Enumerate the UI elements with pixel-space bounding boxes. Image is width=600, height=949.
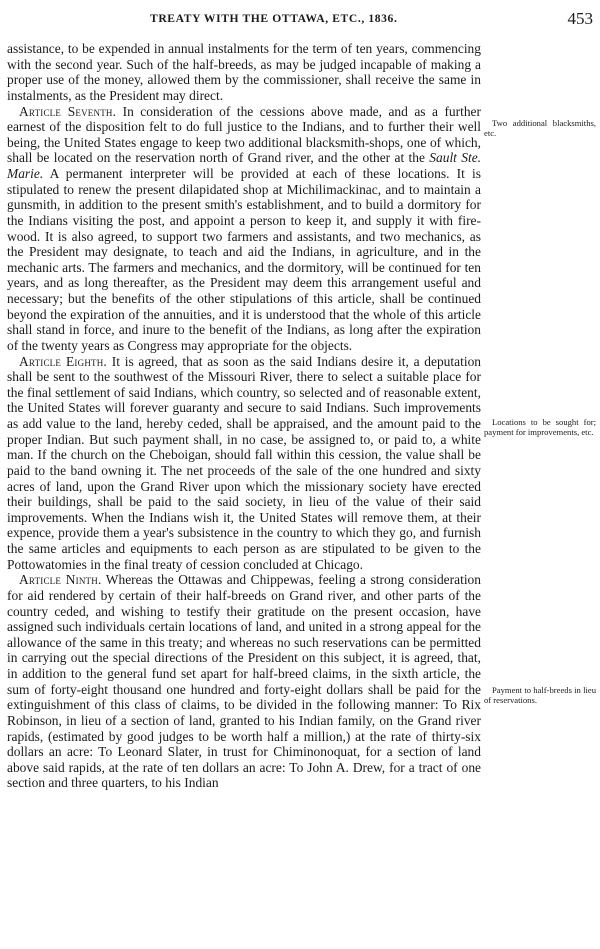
article-eighth-text: It is agreed, that as soon as the said Indians desire it, a deputation shall be sent to the southwest of the Missouri River, there to select a suitable place for the final settlement of said Indians, which country, so selected and of reasonable extent, the United States will forever guaranty and secure to said Indians. Such improvements as add value to the land, hereby ceded, shall be appraised, and the amount paid to the proper Indian. But such payment shall, in no case, be assigned to, or paid to, a white man. If the church on the Cheboigan, should fall within this cession, the value shall be paid to the band owning it. The net proceeds of the sale of the one hundred and sixty acres of land, upon the Grand River upon which the missionary society have erected their buildings, shall be paid to the said society, in lieu of the value of their said improvements. When the Indians wish it, the United States will remove them, at their expence, provide them a year's subsistence in the country to which they go, and furnish the same articles and equipments to each person as are stipulated to be given to the Pottowatomies in the final treaty of cession concluded at Chicago. (7, 353, 482, 572)
margin-note-half-breeds: Payment to half-breeds in lieu of reservations. (484, 685, 596, 705)
article-ninth-paragraph (7, 572, 481, 791)
article-eighth-heading: Article Eighth. (19, 353, 107, 369)
article-ninth-heading: Article Ninth. (19, 572, 102, 588)
intro-paragraph: assistance, to be expended in annual instalments for the term of ten years, commencing with the second year. Such of the half-breeds, as may be judged incapable of making a proper use of the money, allowed them by the commissioner, shall receive the same in instalments, as the President may direct. (7, 41, 481, 103)
article-seventh-text-part2: A permanent interpreter will be provided at each of these locations. It is stipulated to renew the present dilapidated shop at Michilimackinac, and to maintain a gunsmith, in addition to the present smith's establishment, and to build a dormitory for the Indians visiting the post, and appoint a person to keep it, and supply it with fire-wood. It is also agreed, to support two farmers and assistants, and two mechanics, as the President may designate, to teach and aid the Indians, in agriculture, and in the mechanic arts. The farmers and mechanics, and the dormitory, will be continued for ten years, and as long thereafter, as the President may deem this arrangement useful and necessary; but the benefits of the other stipulations of this article, shall be continued beyond the expiration of the annuities, and it is understood that the whole of this article shall stand in force, and inure to the benefit of the Indians, as long after the expiration of the twenty years as Congress may appropriate for the objects. (7, 166, 481, 353)
margin-note-blacksmiths: Two additional blacksmiths, etc. (484, 118, 596, 138)
running-head: TREATY WITH THE OTTAWA, ETC., 1836. (150, 12, 398, 25)
margin-note-locations: Locations to be sought for; payment for improvements, etc. (484, 417, 596, 437)
treaty-body-text (7, 41, 481, 791)
article-ninth-text: Whereas the Ottawas and Chippewas, feeling a strong consideration for aid rendered by certain of their half-breeds on Grand river, and other parts of the country ceded, and wishing to testify their gratitude on the present occasion, have assigned such individuals certain locations of land, and united in a strong appeal for the allowance of the same in this treaty; and whereas no such reservations can be permitted in carrying out the special directions of the President on this subject, it is agreed, that, in addition to the general fund set apart for half-breed claims, in the sixth article, the sum of forty-eight thousand one hundred and forty-eight dollars shall be paid for the extinguishment of this class of claims, to be divided in the following manner: To Rix Robinson, in lieu of a section of land, granted to his Indian family, on the Grand river rapids, (estimated by good judges to be worth half a million,) at the rate of thirty-six dollars an acre: To Leonard Slater, in trust for Chiminonoquat, for a section of land above said rapids, at the rate of ten dollars an acre: To John A. Drew, for a tract of one section and three quarters, to his Indian (7, 572, 481, 791)
article-seventh-heading: Article Seventh. (19, 103, 117, 119)
article-seventh-text-part1: In consideration of the cessions above made, and as a further earnest of the disposition felt to do full justice to the Indians, and to further their well being, the United States engage to keep two additional blacksmith-shops, one of which, shall be located on the reservation north of Grand river, and the other at the (7, 103, 481, 166)
article-seventh-paragraph (7, 104, 481, 354)
page-number: 453 (567, 9, 593, 28)
article-seventh-place: Sault Ste. Marie. (7, 150, 482, 181)
page-header (0, 9, 600, 32)
article-eighth-paragraph (7, 354, 481, 573)
